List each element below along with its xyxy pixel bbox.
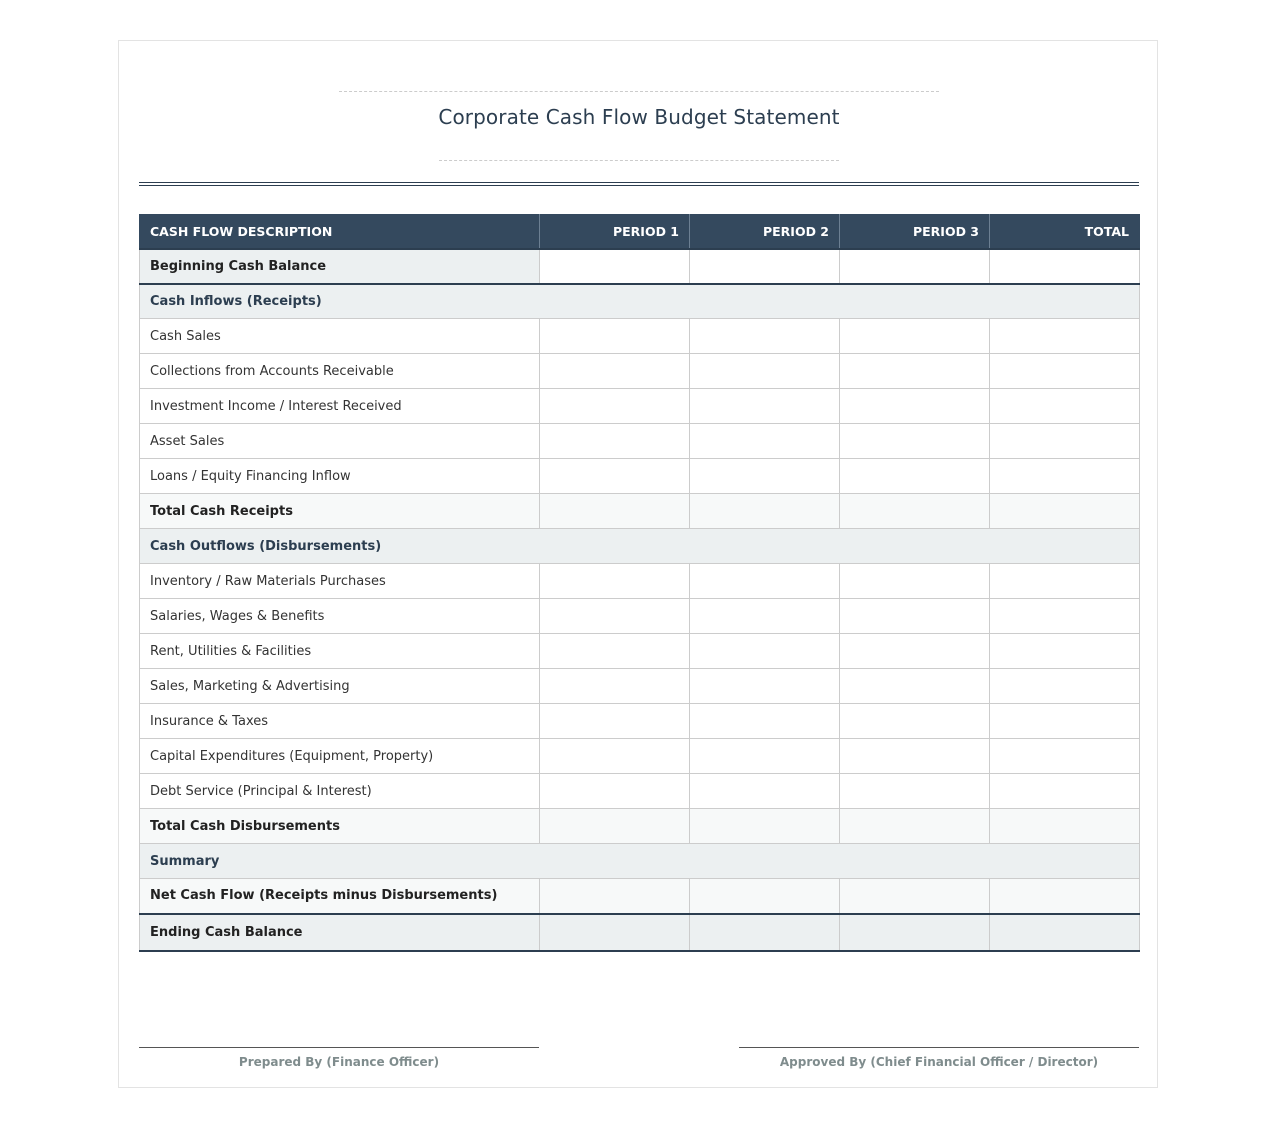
cell-period-3[interactable] <box>840 354 990 389</box>
cell-total[interactable] <box>990 914 1140 951</box>
row-label: Rent, Utilities & Facilities <box>140 634 540 669</box>
section-inflows-row <box>140 284 1140 319</box>
row-label: Asset Sales <box>140 424 540 459</box>
header-period-1: PERIOD 1 <box>540 215 690 249</box>
header-description: CASH FLOW DESCRIPTION <box>140 215 540 249</box>
cell-period-1[interactable] <box>540 599 690 634</box>
cell-period-1[interactable] <box>540 914 690 951</box>
cell-period-3[interactable] <box>840 249 990 284</box>
cell-period-2[interactable] <box>690 669 840 704</box>
cell-period-1[interactable] <box>540 704 690 739</box>
net-cash-flow-row <box>140 879 1140 914</box>
cell-period-3[interactable] <box>840 599 990 634</box>
row-label: Cash Sales <box>140 319 540 354</box>
cell-period-2[interactable] <box>690 599 840 634</box>
cell-period-2[interactable] <box>690 249 840 284</box>
cell-period-2[interactable] <box>690 774 840 809</box>
header-total: TOTAL <box>990 215 1140 249</box>
section-label: Cash Inflows (Receipts) <box>140 284 1140 319</box>
cell-period-2[interactable] <box>690 354 840 389</box>
beginning-balance-row <box>140 249 1140 284</box>
cell-total[interactable] <box>990 599 1140 634</box>
table-row <box>140 389 1140 424</box>
cell-period-2[interactable] <box>690 494 840 529</box>
title-top-rule <box>339 91 939 92</box>
approved-by-signature: Approved By (Chief Financial Officer / Director) <box>739 1047 1139 1069</box>
row-label: Net Cash Flow (Receipts minus Disbursements) <box>140 879 540 914</box>
table-row <box>140 704 1140 739</box>
row-label: Beginning Cash Balance <box>140 249 540 284</box>
table-row <box>140 459 1140 494</box>
cell-period-1[interactable] <box>540 319 690 354</box>
cell-total[interactable] <box>990 809 1140 844</box>
ending-balance-row <box>140 914 1140 951</box>
cell-total[interactable] <box>990 459 1140 494</box>
section-summary-row <box>140 844 1140 879</box>
row-label: Total Cash Disbursements <box>140 809 540 844</box>
table-row <box>140 564 1140 599</box>
cell-period-1[interactable] <box>540 354 690 389</box>
cell-period-3[interactable] <box>840 774 990 809</box>
cell-period-1[interactable] <box>540 774 690 809</box>
header-period-2: PERIOD 2 <box>690 215 840 249</box>
table-row <box>140 599 1140 634</box>
row-label: Investment Income / Interest Received <box>140 389 540 424</box>
cell-period-3[interactable] <box>840 459 990 494</box>
header-period-3: PERIOD 3 <box>840 215 990 249</box>
cell-period-2[interactable] <box>690 424 840 459</box>
cell-period-1[interactable] <box>540 564 690 599</box>
table-row <box>140 319 1140 354</box>
cell-total[interactable] <box>990 564 1140 599</box>
cell-period-2[interactable] <box>690 459 840 494</box>
table-row <box>140 774 1140 809</box>
row-label: Insurance & Taxes <box>140 704 540 739</box>
cell-period-2[interactable] <box>690 634 840 669</box>
section-outflows-row <box>140 529 1140 564</box>
document-title: Corporate Cash Flow Budget Statement <box>438 105 840 129</box>
table-row <box>140 739 1140 774</box>
cell-total[interactable] <box>990 739 1140 774</box>
cell-period-3[interactable] <box>840 739 990 774</box>
cell-period-3[interactable] <box>840 669 990 704</box>
row-label: Sales, Marketing & Advertising <box>140 669 540 704</box>
cell-period-1[interactable] <box>540 424 690 459</box>
row-label: Inventory / Raw Materials Purchases <box>140 564 540 599</box>
cell-total[interactable] <box>990 249 1140 284</box>
cell-total[interactable] <box>990 494 1140 529</box>
cell-period-3[interactable] <box>840 809 990 844</box>
cell-period-2[interactable] <box>690 879 840 914</box>
table-row <box>140 669 1140 704</box>
cell-period-3[interactable] <box>840 564 990 599</box>
title-bottom-rule <box>439 160 839 161</box>
cell-period-1[interactable] <box>540 494 690 529</box>
row-label: Total Cash Receipts <box>140 494 540 529</box>
cell-period-1[interactable] <box>540 879 690 914</box>
cell-total[interactable] <box>990 879 1140 914</box>
cell-total[interactable] <box>990 389 1140 424</box>
cell-period-3[interactable] <box>840 424 990 459</box>
cell-period-2[interactable] <box>690 319 840 354</box>
cell-period-2[interactable] <box>690 389 840 424</box>
cash-flow-table <box>139 214 1140 952</box>
row-label: Salaries, Wages & Benefits <box>140 599 540 634</box>
table-row <box>140 634 1140 669</box>
cell-period-3[interactable] <box>840 319 990 354</box>
table-header-row <box>140 215 1140 249</box>
row-label: Debt Service (Principal & Interest) <box>140 774 540 809</box>
cell-period-1[interactable] <box>540 809 690 844</box>
row-label: Collections from Accounts Receivable <box>140 354 540 389</box>
row-label: Ending Cash Balance <box>140 914 540 951</box>
cell-period-3[interactable] <box>840 914 990 951</box>
cell-total[interactable] <box>990 354 1140 389</box>
prepared-by-signature: Prepared By (Finance Officer) <box>139 1047 539 1069</box>
cell-period-3[interactable] <box>840 389 990 424</box>
cell-period-2[interactable] <box>690 564 840 599</box>
cell-period-1[interactable] <box>540 249 690 284</box>
cell-period-1[interactable] <box>540 459 690 494</box>
cell-total[interactable] <box>990 319 1140 354</box>
table-row <box>140 354 1140 389</box>
header-double-rule <box>139 182 1139 186</box>
cell-period-3[interactable] <box>840 634 990 669</box>
section-label: Summary <box>140 844 1140 879</box>
cell-total[interactable] <box>990 424 1140 459</box>
cell-period-1[interactable] <box>540 634 690 669</box>
row-label: Loans / Equity Financing Inflow <box>140 459 540 494</box>
cell-period-1[interactable] <box>540 739 690 774</box>
cell-period-2[interactable] <box>690 739 840 774</box>
cell-period-3[interactable] <box>840 704 990 739</box>
cell-period-1[interactable] <box>540 389 690 424</box>
cell-total[interactable] <box>990 634 1140 669</box>
cell-total[interactable] <box>990 704 1140 739</box>
total-disbursements-row <box>140 809 1140 844</box>
cell-period-2[interactable] <box>690 704 840 739</box>
cell-period-1[interactable] <box>540 669 690 704</box>
cell-period-2[interactable] <box>690 809 840 844</box>
row-label: Capital Expenditures (Equipment, Property) <box>140 739 540 774</box>
cell-total[interactable] <box>990 669 1140 704</box>
total-receipts-row <box>140 494 1140 529</box>
cell-period-2[interactable] <box>690 914 840 951</box>
cell-period-3[interactable] <box>840 494 990 529</box>
statement-sheet <box>118 40 1158 1088</box>
section-label: Cash Outflows (Disbursements) <box>140 529 1140 564</box>
cell-period-3[interactable] <box>840 879 990 914</box>
table-row <box>140 424 1140 459</box>
cell-total[interactable] <box>990 774 1140 809</box>
